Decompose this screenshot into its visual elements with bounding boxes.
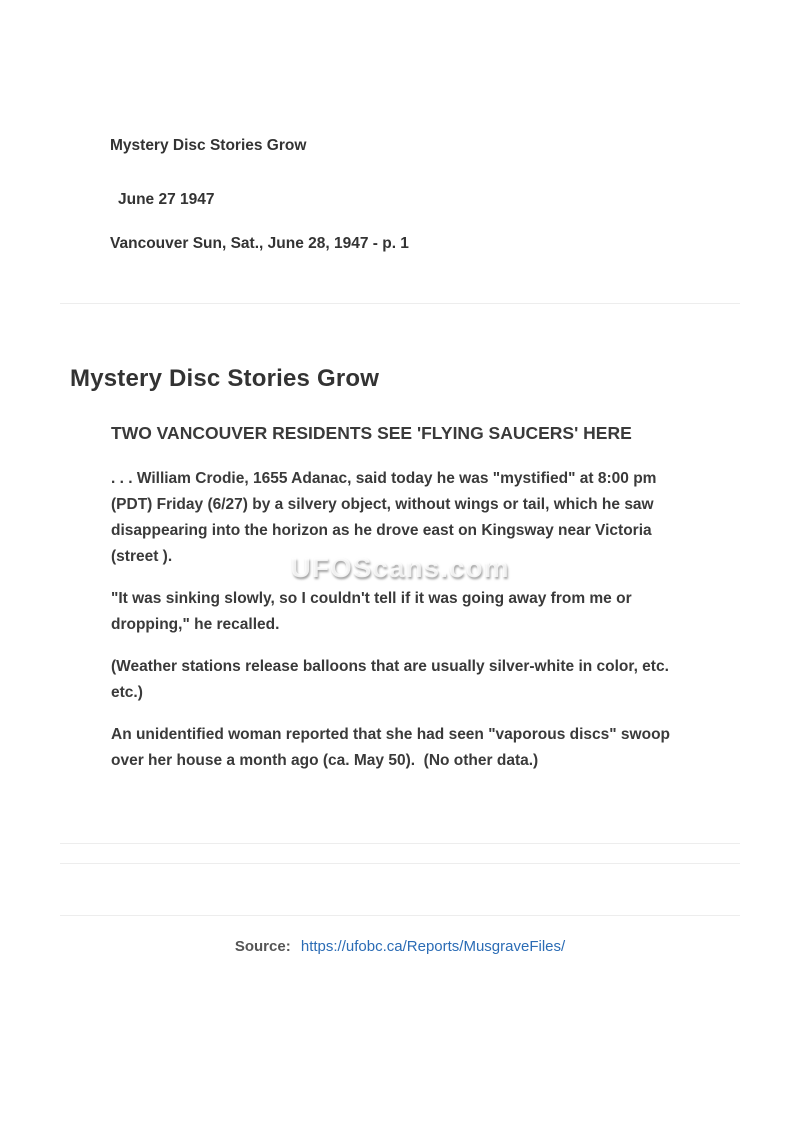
- header-title: Mystery Disc Stories Grow: [110, 137, 307, 154]
- section-divider: [60, 843, 740, 844]
- watermark: UFOScans.com: [290, 552, 510, 583]
- article-subheadline: TWO VANCOUVER RESIDENTS SEE 'FLYING SAUCERS' HERE: [111, 423, 632, 443]
- article-paragraph: An unidentified woman reported that she had seen "vaporous discs" swoop over her house a month ago (ca. May 50). (No other data.): [111, 726, 675, 769]
- header-date: June 27 1947: [118, 191, 215, 208]
- section-divider: [60, 915, 740, 916]
- section-divider: [60, 863, 740, 864]
- article-paragraph: (Weather stations release balloons that are usually silver-white in color, etc. etc.): [111, 658, 674, 701]
- article-body: [111, 466, 695, 790]
- source-footer: [0, 938, 800, 955]
- article-headline: Mystery Disc Stories Grow: [70, 365, 380, 392]
- article-paragraph: . . . William Crodie, 1655 Adanac, said today he was "mystified" at 8:00 pm (PDT) Friday (6/27) by a silvery object, without wings or tail, which he saw disappearing into the horizon as he drove east on Kingsway near Victoria (street ).: [111, 470, 661, 565]
- article-paragraph: "It was sinking slowly, so I couldn't tell if it was going away from me or dropping," he recalled.: [111, 590, 636, 633]
- top-divider: [60, 303, 740, 304]
- source-label: Source:: [234, 938, 291, 955]
- document-header: [110, 137, 409, 253]
- source-link[interactable]: https://ufobc.ca/Reports/MusgraveFiles/: [300, 938, 566, 955]
- header-citation: Vancouver Sun, Sat., June 28, 1947 - p. 1: [110, 235, 409, 252]
